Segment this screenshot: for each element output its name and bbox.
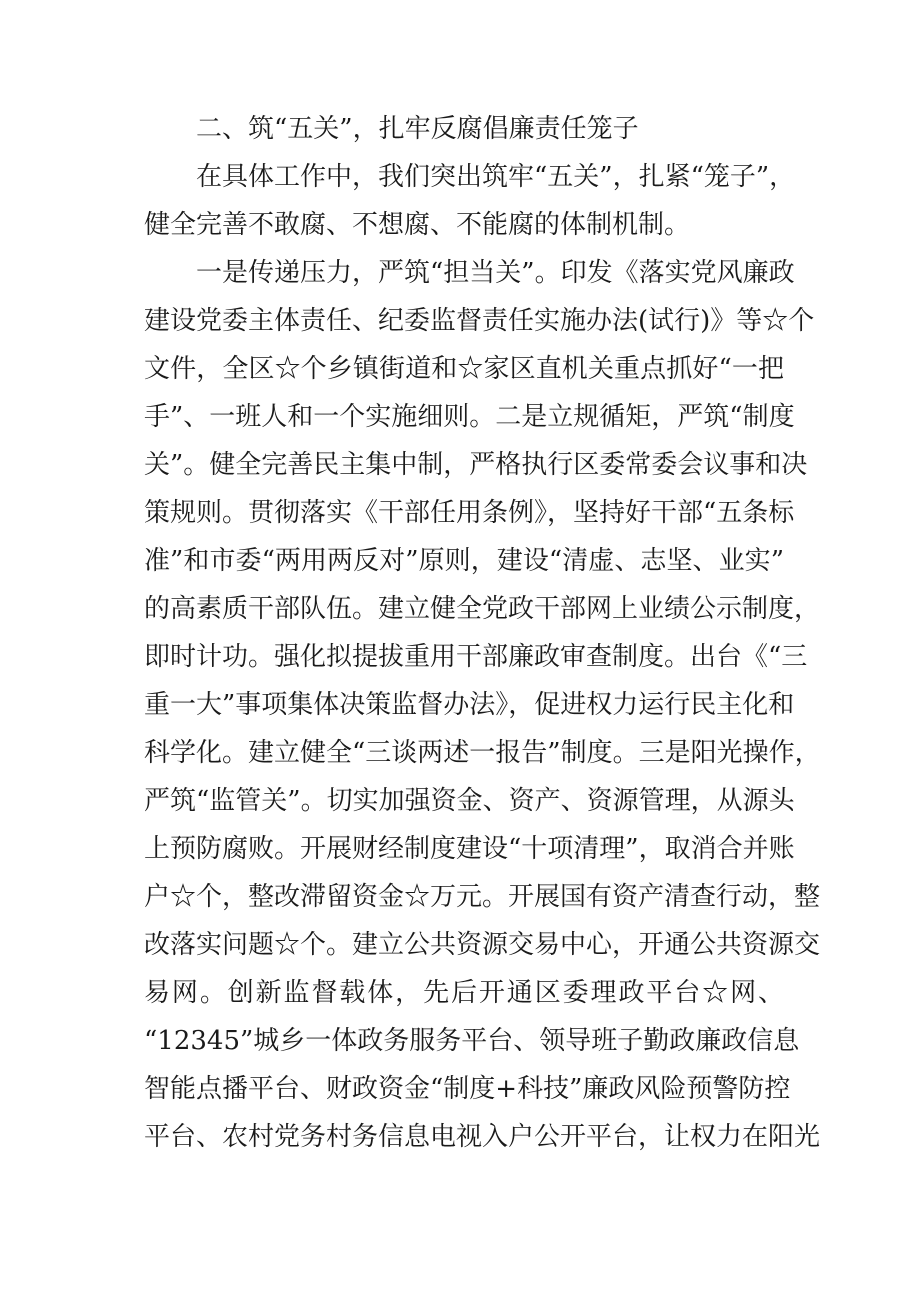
paragraph-line: 平台、农村党务村务信息电视入户公开平台，让权力在阳光 bbox=[144, 1122, 821, 1152]
paragraph-line: 严筑“监管关”。切实加强资金、资产、资源管理，从源头 bbox=[144, 786, 795, 816]
paragraph-line: 健全完善不敢腐、不想腐、不能腐的体制机制。 bbox=[144, 210, 691, 240]
paragraph-line: 科学化。建立健全“三谈两述一报告”制度。三是阳光操作， bbox=[144, 738, 821, 768]
paragraph-line: “12345”城乡一体政务服务平台、领导班子勤政廉政信息 bbox=[144, 1026, 800, 1056]
section-heading: 二、筑“五关”，扎牢反腐倡廉责任笼子 bbox=[196, 114, 639, 144]
paragraph-line: 准”和市委“两用两反对”原则，建设“清虚、志坚、业实” bbox=[144, 546, 784, 576]
paragraph-line: 即时计功。强化拟提拔重用干部廉政审查制度。出台《“三 bbox=[144, 642, 808, 672]
paragraph-line: 户☆个，整改滞留资金☆万元。开展国有资产清查行动，整 bbox=[144, 882, 821, 912]
paragraph-line: 智能点播平台、财政资金“制度+科技”廉政风险预警防控 bbox=[144, 1074, 791, 1104]
paragraph-line: 文件，全区☆个乡镇街道和☆家区直机关重点抓好“一把 bbox=[144, 354, 784, 384]
paragraph-line: 上预防腐败。开展财经制度建设“十项清理”，取消合并账 bbox=[144, 834, 795, 864]
paragraph-line: 重一大”事项集体决策监督办法》，促进权力运行民主化和 bbox=[144, 690, 795, 720]
paragraph-line: 一是传递压力，严筑“担当关”。印发《落实党风廉政 bbox=[196, 258, 795, 288]
paragraph-line: 手”、一班人和一个实施细则。二是立规循矩，严筑“制度 bbox=[144, 402, 795, 432]
paragraph-line: 易网。创新监督载体，先后开通区委理政平台☆网、 bbox=[144, 978, 784, 1008]
paragraph-line: 策规则。贯彻落实《干部任用条例》，坚持好干部“五条标 bbox=[144, 498, 795, 528]
paragraph-line: 建设党委主体责任、纪委监督责任实施办法(试行)》等☆个 bbox=[144, 306, 815, 336]
paragraph-line: 的高素质干部队伍。建立健全党政干部网上业绩公示制度， bbox=[144, 594, 821, 624]
paragraph-line: 改落实问题☆个。建立公共资源交易中心，开通公共资源交 bbox=[144, 930, 821, 960]
paragraph-line: 在具体工作中，我们突出筑牢“五关”，扎紧“笼子”， bbox=[196, 162, 796, 192]
paragraph-line: 关”。健全完善民主集中制，严格执行区委常委会议事和决 bbox=[144, 450, 808, 480]
